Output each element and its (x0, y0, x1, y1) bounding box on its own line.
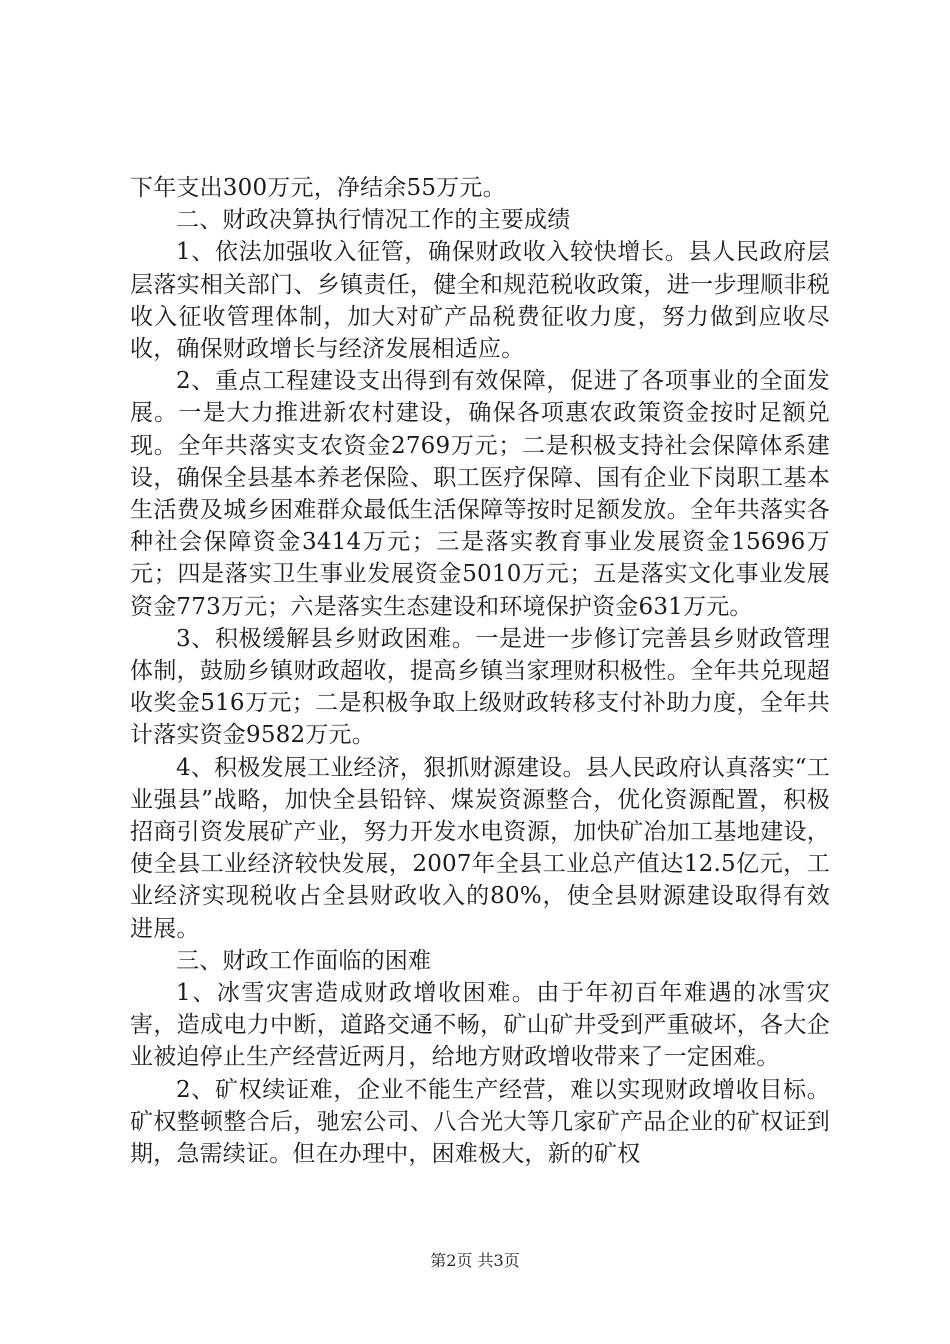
paragraph-mining-rights: 2、矿权续证难，企业不能生产经营，难以实现财政增收目标。矿权整顿整合后，驰宏公司、八合光大等几家矿产品企业的矿权证到期，急需续证。但在办理中，困难极大，新的矿权 (130, 1076, 830, 1168)
paragraph-key-projects: 2、重点工程建设支出得到有效保障，促进了各项事业的全面发展。一是大力推进新农村建设，确保各项惠农政策资金按时足额兑现。全年共落实支农资金2769万元；二是积极支持社会保障体系建设，确保全县基本养老保险、职工医疗保障、国有企业下岗职工基本生活费及城乡困难群众最低生活保障等按时足额发放。全年共落实各种社会保障资金3414万元；三是落实教育事业发展资金15696万元；四是落实卫生事业发展资金5010万元；五是落实文化事业发展资金773万元；六是落实生态建设和环境保护资金631万元。 (130, 368, 830, 620)
paragraph-1: 下年支出300万元，净结余55万元。 (130, 175, 506, 201)
paragraph-revenue-collection: 1、依法加强收入征管，确保财政收入较快增长。县人民政府层层落实相关部门、乡镇责任，健全和规范税收政策，进一步理顺非税收入征收管理体制，加大对矿产品税费征收力度，努力做到应收尽收，确保财政增长与经济发展相适应。 (130, 239, 830, 363)
paragraph-industrial-economy: 4、积极发展工业经济，狠抓财源建设。县人民政府认真落实“工业强县”战略，加快全县铅锌、煤炭资源整合，优化资源配置，积极招商引资发展矿产业，努力开发水电资源，加快矿冶加工基地建设，使全县工业经济较快发展，2007年全县工业总产值达12.5亿元，工业经济实现税收占全县财政收入的80%，使全县财源建设取得有效进展。 (130, 754, 830, 942)
section-heading-achievements: 二、财政决算执行情况工作的主要成绩 (176, 207, 571, 234)
paragraph-county-finance: 3、积极缓解县乡财政困难。一是进一步修订完善县乡财政管理体制，鼓励乡镇财政超收，提高乡镇当家理财积极性。全年共兑现超收奖金516万元；二是积极争取上级财政转移支付补助力度，全年共计落实资金9582万元。 (130, 625, 830, 749)
paragraph-snow-disaster: 1、冰雪灾害造成财政增收困难。由于年初百年难遇的冰雪灾害，造成电力中断，道路交通不畅，矿山矿井受到严重破坏，各大企业被迫停止生产经营近两月，给地方财政增收带来了一定困难。 (130, 980, 830, 1071)
section-heading-difficulties: 三、财政工作面临的困难 (176, 947, 432, 974)
document-body (130, 172, 830, 1170)
page-footer: 第2页 共3页 (430, 1251, 520, 1270)
